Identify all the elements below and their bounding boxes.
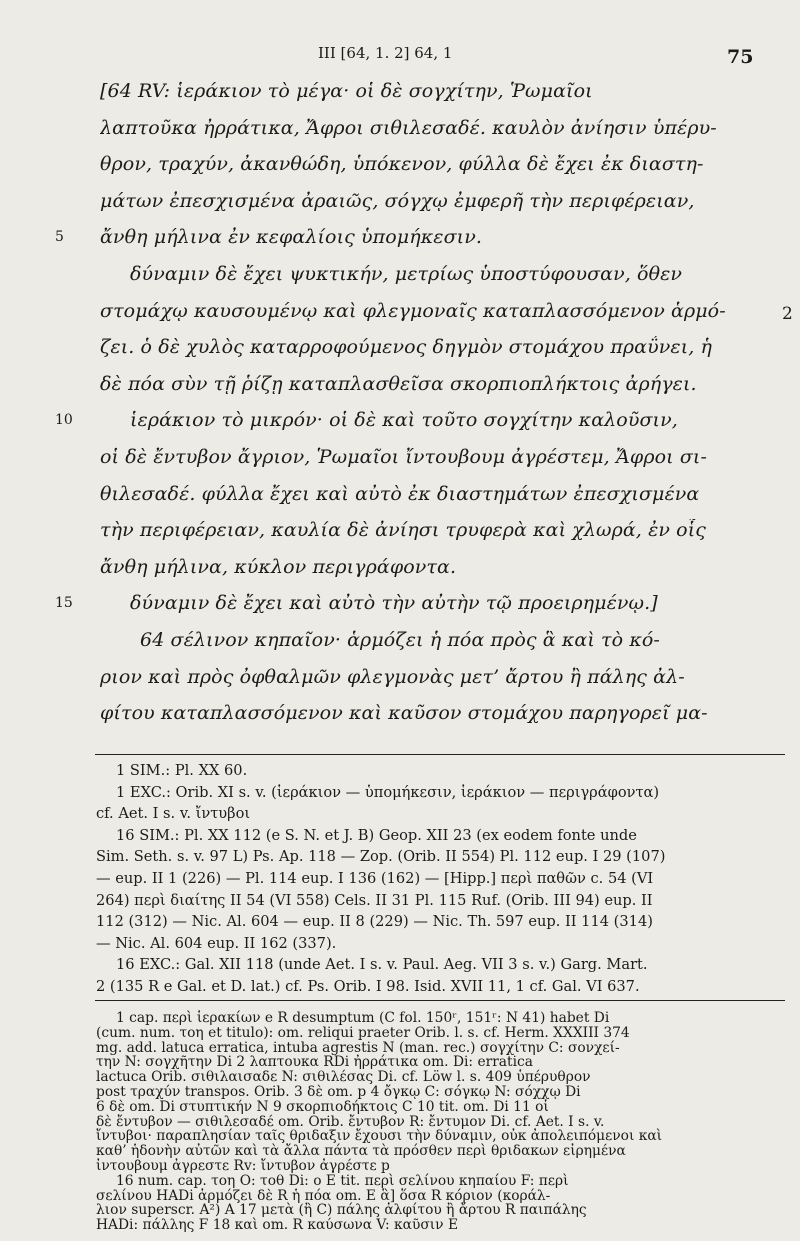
text-line: [64 RV: ἱεράκιον τὸ μέγα· οἱ δὲ σογχίτην, Ῥωμαῖοι <box>100 80 593 102</box>
rule-testimonia-apparatus <box>95 1000 785 1001</box>
apparatus-line: ἴντυβοι· παραπλησίαν ταῖς θριδαξιν ἔχουσι τὴν δύναμιν, οὐκ ἀπολειπόμενοι καὶ <box>96 1128 663 1145</box>
text-line: στομάχῳ καυσουμένῳ καὶ φλεγμοναῖς καταπλασσόμενον ἁρμό- <box>100 299 726 322</box>
testimonia-line: Sim. Seth. s. v. 97 L) Ps. Ap. 118 — Zop. (Orib. II 554) Pl. 112 eup. I 29 (107) <box>96 848 666 866</box>
apparatus-line: mg. add. latuca erratica, intuba agrestis N (man. rec.) σογχίτην C: σονχεί- <box>96 1039 620 1056</box>
testimonia-line: 16 EXC.: Gal. XII 118 (unde Aet. I s. v. Paul. Aeg. VII 3 s. v.) Garg. Mart. <box>116 956 648 974</box>
testimonia-line: — eup. II 1 (226) — Pl. 114 eup. I 136 (162) — [Hipp.] περὶ παθῶν c. 54 (VI <box>96 870 654 887</box>
text-line: 64 σέλινον κηπαῖον· ἁρμόζει ἡ πόα πρὸς ἃ καὶ τὸ κό- <box>140 629 660 651</box>
text-line: φίτου καταπλασσόμενον καὶ καῦσον στομάχου παρηγορεῖ μα- <box>100 702 708 725</box>
apparatus-line: δὲ ἔντυβον — σιθιλεσαδέ om. Orib. ἔντυβον R: ἔντυμον Di. cf. Aet. I s. v. <box>96 1113 605 1130</box>
text-line: λαπτοῦκα ἠρράτικα, Ἄφροι σιθιλεσαδέ. καυλὸν ἀνίησιν ὑπέρυ- <box>100 116 717 139</box>
text-line: μάτων ἐπεσχισμένα ἀραιῶς, σόγχῳ ἐμφερῆ τὴν περιφέρειαν, <box>100 189 695 212</box>
apparatus-line: HADi: πάλλης F 18 καὶ om. R καύσωνα V: καῦσιν E <box>96 1217 459 1234</box>
apparatus-line: post τραχύν transpos. Orib. 3 δὲ om. p 4 ὄγκῳ C: σόγκῳ N: σόχχῳ Di <box>96 1084 581 1100</box>
rule-main-testimonia <box>95 754 785 755</box>
text-line: ζει. ὁ δὲ χυλὸς καταρροφούμενος δηγμὸν στομάχου πραΰνει, ἡ <box>100 336 713 359</box>
text-line: ριον καὶ πρὸς ὀφθαλμῶν φλεγμονὰς μετ’ ἄρτου ἢ πάλης ἀλ- <box>100 665 685 688</box>
text-line: δύναμιν δὲ ἔχει ψυκτικήν, μετρίως ὑποστύφουσαν, ὅθεν <box>130 263 683 285</box>
apparatus-line: σελίνου HADi ἁρμόζει δὲ R ἡ πόα om. E ἃ] ὅσα R κόριον (κοράλ- <box>96 1187 551 1204</box>
apparatus-line: 16 num. cap. τοη O: τοθ Di: o E tit. περὶ σελίνου κηπαίου F: περὶ <box>116 1172 569 1189</box>
testimonia-line: 1 EXC.: Orib. XI s. v. (ἱεράκιον — ὑπομήκεσιν, ἱεράκιον — περιγράφοντα) <box>116 783 660 801</box>
text-line: δὲ πόα σὺν τῇ ῥίζῃ καταπλασθεῖσα σκορπιοπλήκτοις ἀρήγει. <box>100 372 697 395</box>
apparatus-line: την N: σογχῆτην Di 2 λαπτουκα RDi ἠρράτικα om. Di: erratica <box>96 1054 533 1071</box>
text-line: δύναμιν δὲ ἔχει καὶ αὐτὸ τὴν αὐτὴν τῷ προειρημένῳ.] <box>130 592 658 615</box>
text-line: οἱ δὲ ἔντυβον ἄγριον, Ῥωμαῖοι ἴντουβουμ ἀγρέστεμ, Ἄφροι σι- <box>100 446 707 468</box>
testimonia-line: — Nic. Al. 604 eup. II 162 (337). <box>96 934 337 952</box>
testimonia-line: 2 (135 R e Gal. et D. lat.) cf. Ps. Orib. I 98. Isid. XVII 11, 1 cf. Gal. VI 637. <box>96 978 640 995</box>
line-number: 5 <box>55 229 64 246</box>
text-line: ἄνθη μήλινα ἐν κεφαλίοις ὑπομήκεσιν. <box>100 226 482 249</box>
testimonia-line: 112 (312) — Nic. Al. 604 — eup. II 8 (229) — Nic. Th. 597 eup. II 114 (314) <box>96 913 653 931</box>
page-number: 75 <box>727 46 754 68</box>
text-line: θιλεσαδέ. φύλλα ἔχει καὶ αὐτὸ ἐκ διαστημάτων ἐπεσχισμένα <box>100 482 700 505</box>
apparatus-line: ἰντουβουμ ἀγρεστε Rv: ἴντυβον ἀγρέστε p <box>96 1158 390 1174</box>
testimonia-line: 264) περὶ διαίτης II 54 (VI 558) Cels. II 31 Pl. 115 Ruf. (Orib. III 94) eup. II <box>96 891 653 909</box>
apparatus-line: 6 δὲ om. Di στυπτικήν N 9 σκορπιοδήκτοις C 10 tit. om. Di 11 οἱ <box>96 1098 549 1115</box>
testimonia-line: 1 SIM.: Pl. XX 60. <box>116 762 248 779</box>
apparatus-line: 1 cap. περὶ ἱερακίων e R desumptum (C fol. 150ʳ, 151ʳ: N 41) habet Di <box>116 1010 610 1026</box>
apparatus-line: lactuca Orib. σιθιλαισαδε N: σιθιλέσας Di. cf. Löw l. s. 409 ὑπέρυθρον <box>96 1069 591 1086</box>
text-line: θρον, τραχύν, ἀκανθώδη, ὑπόκενον, φύλλα δὲ ἔχει ἐκ διαστη- <box>100 153 704 176</box>
text-line: ἱεράκιον τὸ μικρόν· οἱ δὲ καὶ τοῦτο σογχίτην καλοῦσιν, <box>130 409 678 432</box>
line-number: 10 <box>55 412 73 429</box>
line-number: 15 <box>55 595 73 612</box>
apparatus-line: (cum. num. τοη et titulo): om. reliqui praeter Orib. l. s. cf. Herm. XXXIII 374 <box>96 1024 630 1041</box>
margin-note: 2 <box>782 304 793 324</box>
apparatus-line: καθ’ ἡδονὴν αὐτῶν καὶ τὰ ἄλλα πάντα τὰ πρόσθεν περὶ θριδακων εἰρημένα <box>96 1143 626 1160</box>
text-line: τὴν περιφέρειαν, καυλία δὲ ἀνίησι τρυφερὰ καὶ χλωρά, ἐν οἷς <box>100 519 707 542</box>
apparatus-line: λιον superscr. A²) A 17 μετὰ (ἢ C) πάλης ἀλφίτου ἢ ἄρτου R παιπάλης <box>96 1202 587 1219</box>
running-head: III [64, 1. 2] 64, 1 <box>318 44 453 62</box>
text-line: ἄνθη μήλινα, κύκλον περιγράφοντα. <box>100 555 457 578</box>
testimonia-line: 16 SIM.: Pl. XX 112 (e S. N. et J. B) Geop. XII 23 (ex eodem fonte unde <box>116 826 637 844</box>
testimonia-line: cf. Aet. I s. v. ἴντυβοι <box>96 805 251 823</box>
